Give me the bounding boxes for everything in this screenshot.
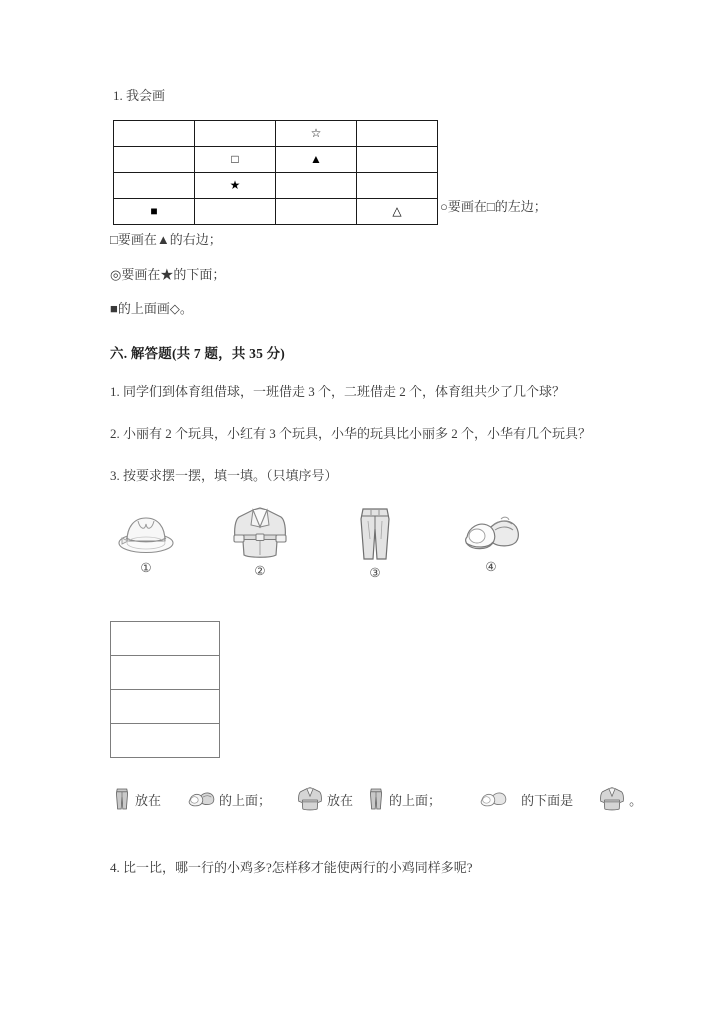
pants-icon	[112, 784, 132, 814]
table-row	[111, 724, 220, 758]
grid-cell-r2c3[interactable]	[276, 147, 357, 173]
order-verb-2: 放在	[327, 792, 354, 808]
pants-icon	[366, 784, 386, 814]
hat-icon	[115, 510, 177, 558]
clothing-item-label: ①	[140, 561, 152, 575]
coat-icon	[229, 505, 291, 561]
grid-cell-text: ★	[229, 178, 241, 192]
order-tail-1: 的上面；	[219, 792, 272, 808]
grid-cell-r1c2[interactable]	[195, 121, 276, 147]
table-row	[114, 199, 438, 225]
grid-cell-text: □	[231, 152, 239, 166]
answer-cell-3[interactable]	[111, 690, 220, 724]
grid-cell-text: ■	[150, 204, 158, 218]
section-six-heading: 六. 解答题(共 7 题，共 35 分)	[110, 346, 285, 361]
grid-cell-r2c1[interactable]	[114, 147, 195, 173]
table-row	[111, 622, 220, 656]
table-row	[111, 690, 220, 724]
order-sentence	[112, 784, 645, 814]
draw-rule-4: ■的上面画◇。	[110, 301, 193, 316]
draw-rule-3: ◎要画在★的下面；	[110, 267, 226, 282]
draw-section-prompt: 1. 我会画	[113, 88, 166, 103]
shoes-icon	[459, 511, 523, 557]
coat-icon	[598, 786, 626, 812]
grid-cell-r2c2[interactable]	[195, 147, 276, 173]
grid-cell-r3c4[interactable]	[357, 173, 438, 199]
grid-cell-r3c2[interactable]	[195, 173, 276, 199]
grid-cell-r2c4[interactable]	[357, 147, 438, 173]
order-tail-3: 的下面是	[521, 792, 574, 808]
answer-cell-1[interactable]	[111, 622, 220, 656]
clothing-item-shoes	[457, 511, 525, 574]
grid-cell-text: ▲	[310, 152, 322, 166]
answer-cell-2[interactable]	[111, 656, 220, 690]
question-2: 2. 小丽有 2 个玩具，小红有 3 个玩具，小华的玩具比小丽多 2 个，小华有几个玩具？	[110, 426, 592, 441]
table-row	[114, 121, 438, 147]
grid-cell-text: ☆	[310, 126, 322, 140]
answer-cell-4[interactable]	[111, 724, 220, 758]
grid-cell-r3c1[interactable]	[114, 173, 195, 199]
draw-rule-1: ○要画在□的左边；	[440, 199, 547, 214]
coat-icon	[296, 786, 324, 812]
table-row	[114, 173, 438, 199]
clothing-item-coat	[225, 505, 295, 578]
grid-cell-r1c1[interactable]	[114, 121, 195, 147]
shoes-icon	[186, 788, 216, 810]
grid-cell-r3c3[interactable]	[276, 173, 357, 199]
clothing-item-pants	[342, 505, 408, 580]
clothing-item-label: ②	[254, 564, 266, 578]
question-4: 4. 比一比，哪一行的小鸡多?怎样移才能使两行的小鸡同样多呢?	[110, 860, 473, 875]
answer-blank-table	[110, 621, 220, 758]
shape-grid-table	[113, 120, 438, 225]
clothing-item-label: ③	[369, 566, 381, 580]
grid-cell-r4c2[interactable]	[195, 199, 276, 225]
grid-cell-text: △	[392, 204, 402, 218]
table-row	[114, 147, 438, 173]
pants-icon	[350, 505, 400, 563]
clothing-item-hat	[113, 510, 179, 575]
table-row	[111, 656, 220, 690]
grid-cell-r1c4[interactable]	[357, 121, 438, 147]
order-verb-1: 放在	[135, 792, 162, 808]
grid-cell-r1c3[interactable]	[276, 121, 357, 147]
clothing-item-label: ④	[485, 560, 497, 574]
order-period: 。	[629, 792, 643, 808]
order-tail-2: 的上面；	[389, 792, 442, 808]
draw-rule-2: □要画在▲的右边；	[110, 232, 222, 247]
grid-cell-r4c4[interactable]	[357, 199, 438, 225]
shoes-icon	[478, 788, 508, 810]
clothing-figure-row	[0, 505, 720, 585]
question-3: 3. 按要求摆一摆，填一填。（只填序号）	[110, 468, 338, 483]
grid-cell-r4c3[interactable]	[276, 199, 357, 225]
grid-cell-r4c1[interactable]	[114, 199, 195, 225]
question-1: 1. 同学们到体育组借球，一班借走 3 个，二班借走 2 个，体育组共少了几个球？	[110, 384, 566, 399]
